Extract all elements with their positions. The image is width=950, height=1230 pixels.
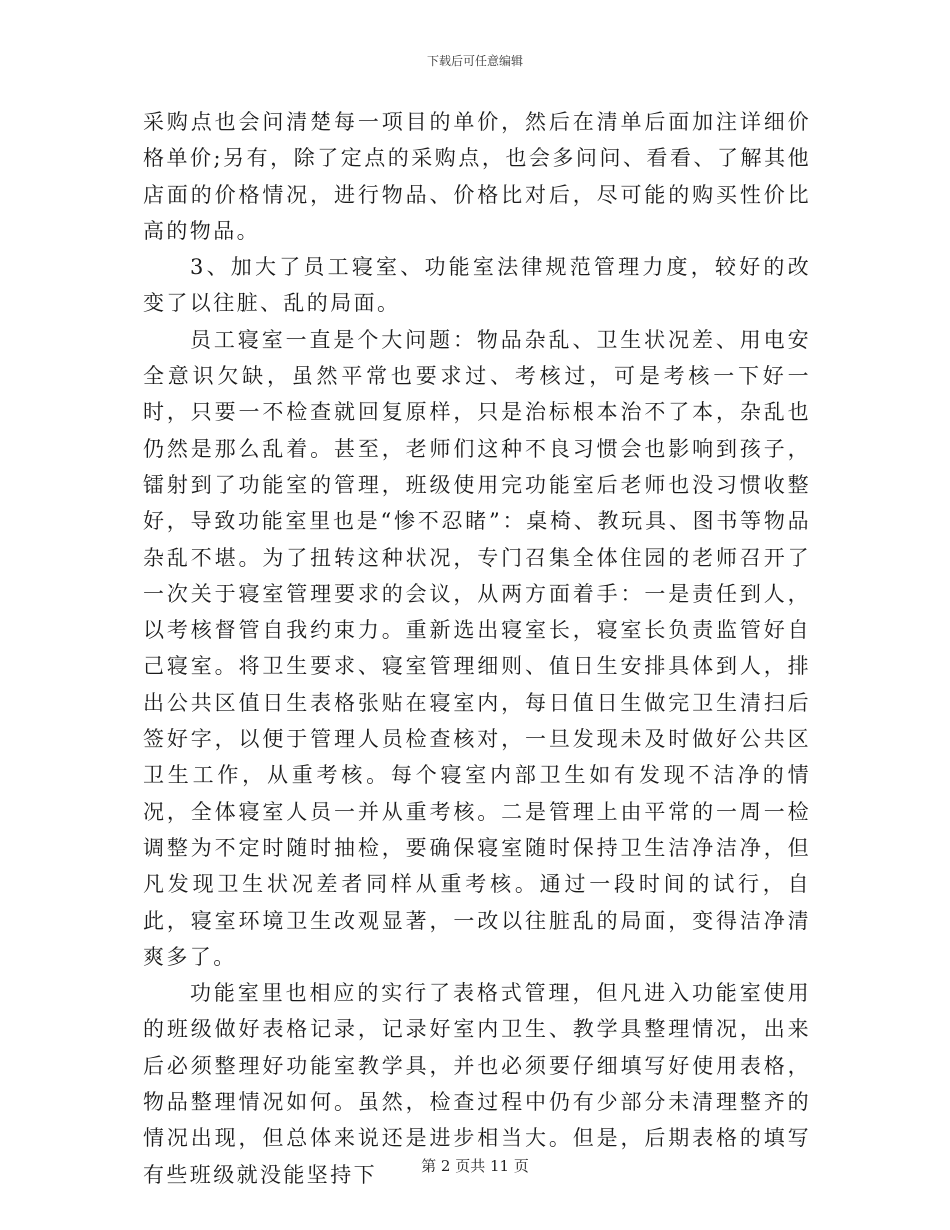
document-body	[143, 104, 811, 1193]
paragraph-procurement: 采购点也会问清楚每一项目的单价，然后在清单后面加注详细价格单价;另有，除了定点的采购点，也会多问问、看看、了解其他店面的价格情况，进行物品、价格比对后，尽可能的购买性价比高的物品。	[143, 110, 811, 243]
paragraph-dormitory: 员工寝室一直是个大问题：物品杂乱、卫生状况差、用电安全意识欠缺，虽然平常也要求过、考核过，可是考核一下好一时，只要一不检查就回复原样，只是治标根本治不了本，杂乱也仍然是那么乱着。甚至，老师们这种不良习惯会也影响到孩子，镭射到了功能室的管理，班级使用完功能室后老师也没习惯收整好，导致功能室里也是“惨不忍睹”：桌椅、教玩具、图书等物品杂乱不堪。为了扭转这种状况，专门召集全体住园的老师召开了一次关于寝室管理要求的会议，从两方面着手：一是责任到人，以考核督管自我约束力。重新选出寝室长，寝室长负责监管好自己寝室。将卫生要求、寝室管理细则、值日生安排具体到人，排出公共区值日生表格张贴在寝室内，每日值日生做完卫生清扫后签好字，以便于管理人员检查核对，一旦发现未及时做好公共区卫生工作，从重考核。每个寝室内部卫生如有发现不洁净的情况，全体寝室人员一并从重考核。二是管理上由平常的一周一检调整为不定时随时抽检，要确保寝室随时保持卫生洁净洁净，但凡发现卫生状况差者同样从重考核。通过一段时间的试行，自此，寝室环境卫生改观显著，一改以往脏乱的局面，变得洁净清爽多了。	[143, 327, 811, 969]
paragraph-item-3-heading: 3、加大了员工寝室、功能室法律规范管理力度，较好的改变了以往脏、乱的局面。	[143, 255, 811, 316]
paragraph-function-room: 功能室里也相应的实行了表格式管理，但凡进入功能室使用的班级做好表格记录，记录好室内卫生、教学具整理情况，出来后必须整理好功能室教学具，并也必须要仔细填写好使用表格，物品整理情况如何。虽然，检查过程中仍有少部分未清理整齐的情况出现，但总体来说还是进步相当大。但是，后期表格的填写有些班级就没能坚持下	[143, 981, 811, 1187]
page-number: 第 2 页共 11 页	[421, 1157, 529, 1175]
page-header-note: 下载后可任意编辑	[426, 54, 523, 68]
